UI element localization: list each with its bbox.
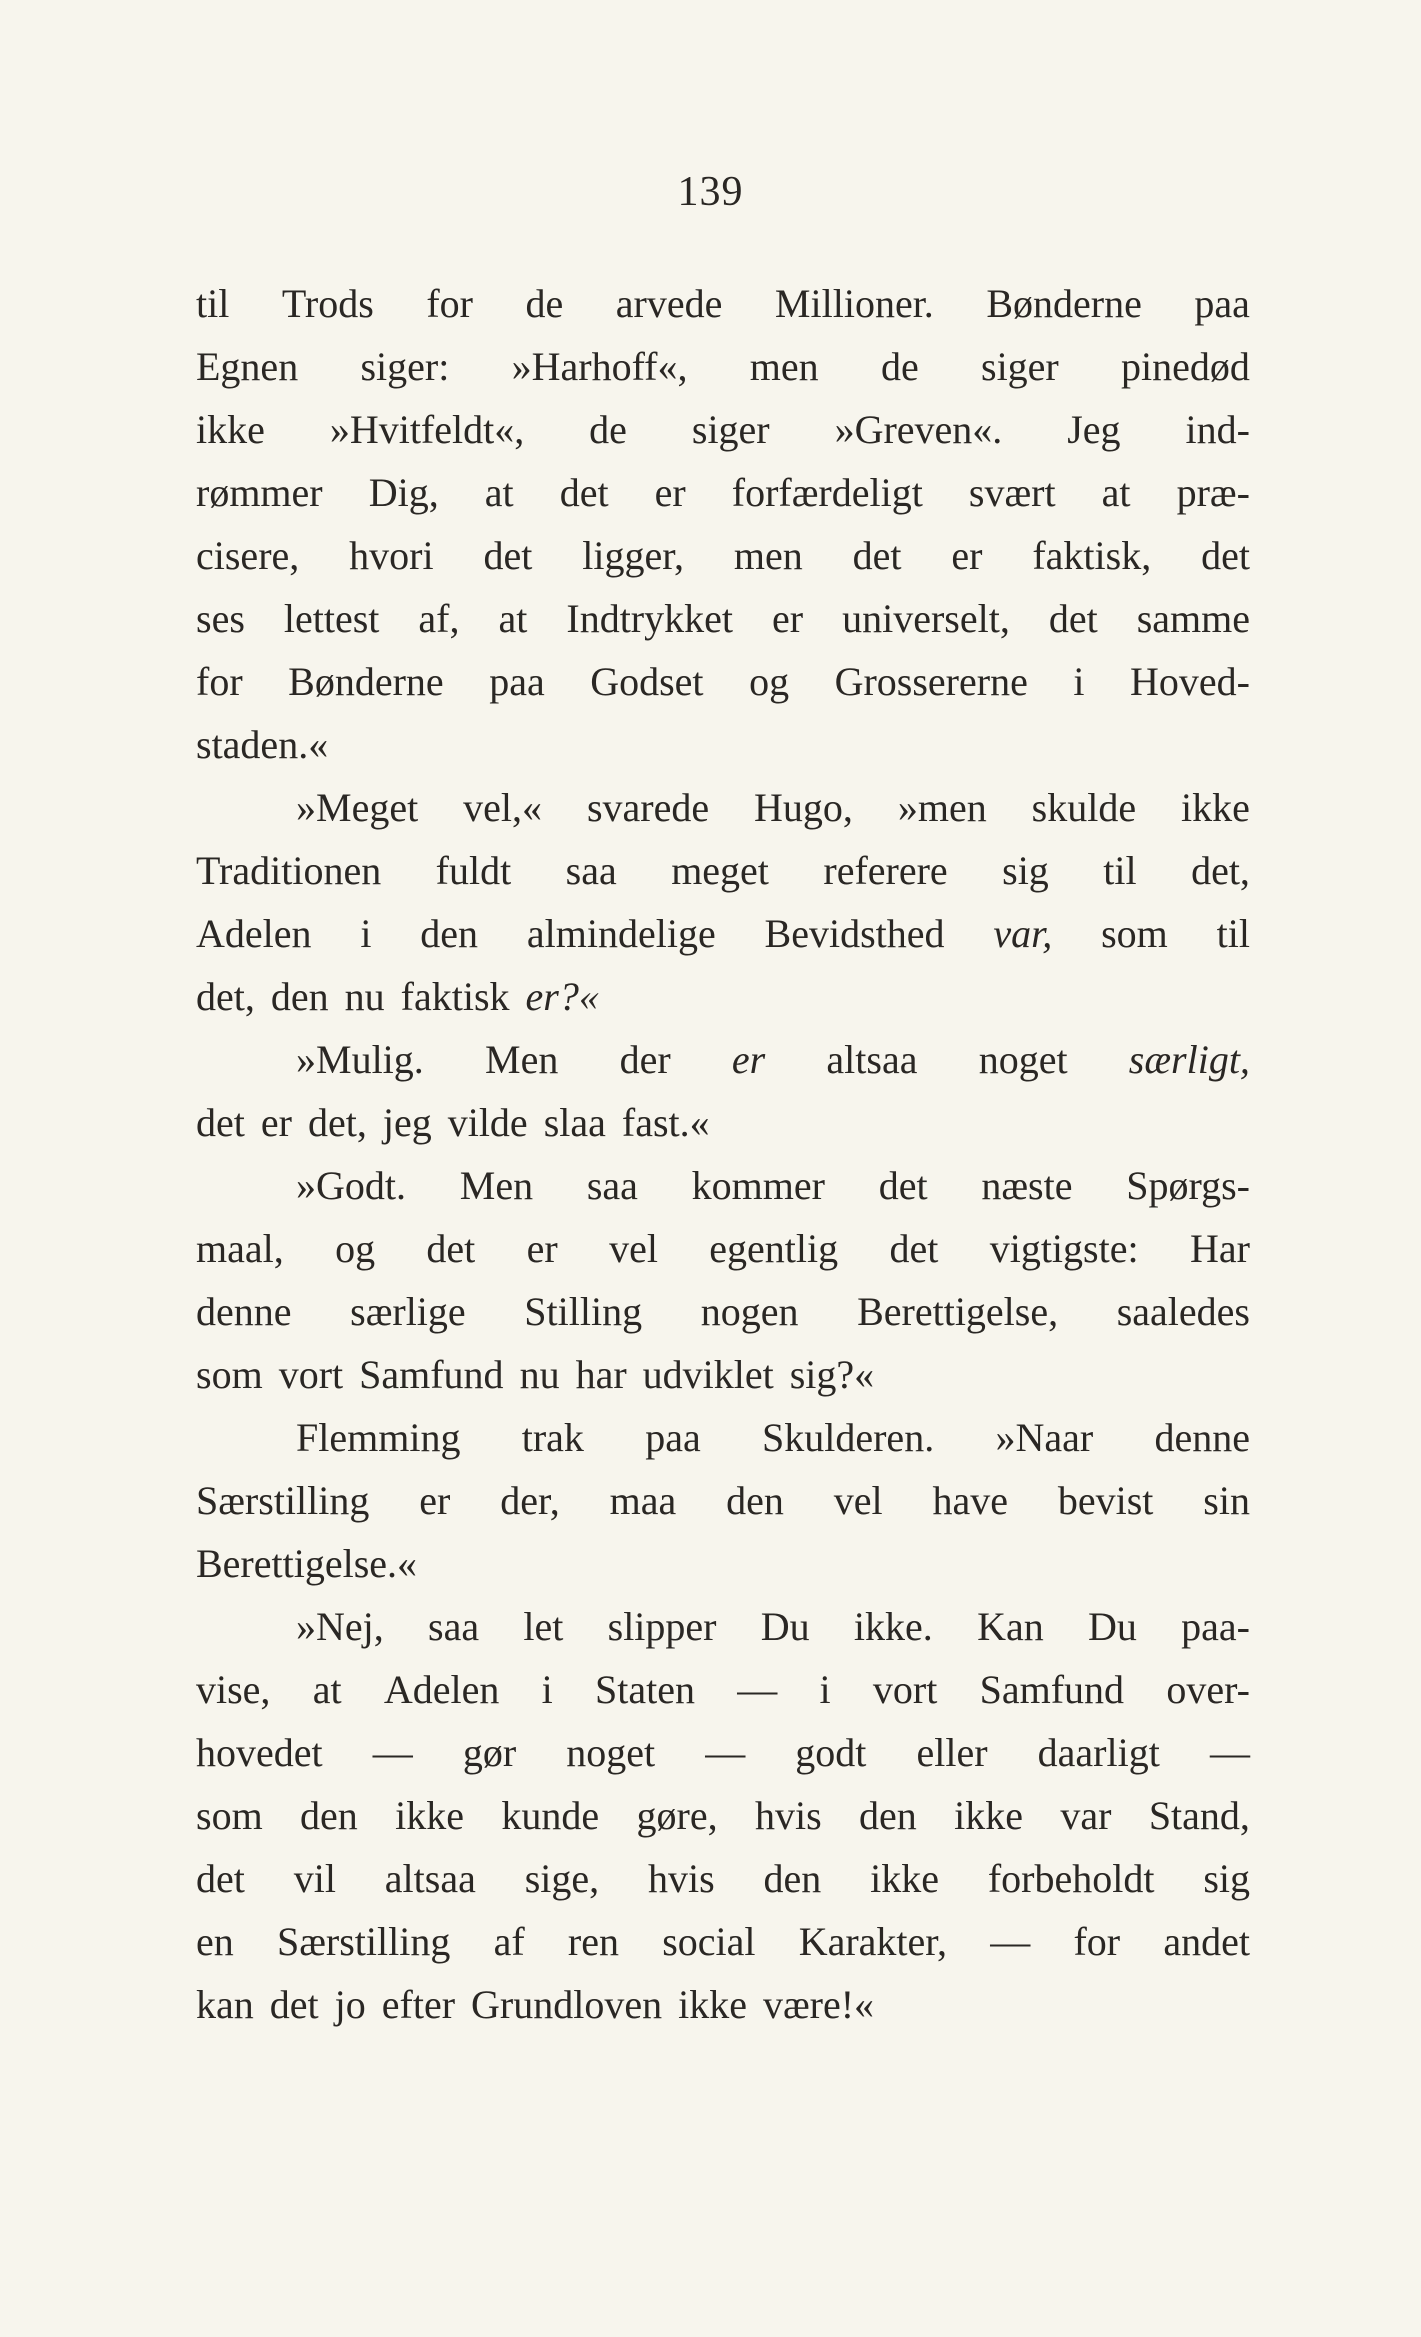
word: siger: [360,344,450,389]
word: universelt, [842,596,1010,641]
word: vort [278,1352,344,1397]
word: men [749,344,819,389]
word: det, [1191,848,1250,893]
text-line [196,1658,1250,1721]
text-line [196,398,1250,461]
word: almindelige [526,911,716,956]
word: er [731,1037,766,1082]
word: jo [334,1982,366,2027]
word: saaledes [1116,1289,1250,1334]
word: Godset [590,659,704,704]
text-line [196,1784,1250,1847]
text-line [196,524,1250,587]
word: pinedød [1121,344,1250,389]
word: de [589,407,627,452]
word: som [196,1793,263,1838]
word: kunde [501,1793,600,1838]
word: i [360,911,372,956]
word: det [852,533,902,578]
word: cisere, [196,533,300,578]
word: egentlig [709,1226,839,1271]
word: social [662,1919,756,1964]
word: Berettigelse, [857,1289,1059,1334]
word: ikke [395,1793,465,1838]
word: for [1073,1919,1121,1964]
word: Karakter, [798,1919,948,1964]
word: trak [521,1415,584,1460]
word: eller [916,1730,988,1775]
word: det [196,1856,245,1901]
word: have [932,1478,1008,1523]
word: vise, [196,1667,271,1712]
word: Hugo, [754,785,853,830]
word: Trods [281,281,374,326]
text-line [196,335,1250,398]
word: Skulderen. [762,1415,935,1460]
word: saa [586,1163,638,1208]
word: denne [196,1289,292,1334]
word: saa [565,848,617,893]
word: Du [760,1604,810,1649]
word: Stand, [1148,1793,1250,1838]
word: Har [1189,1226,1250,1271]
word: det [878,1163,928,1208]
word: ikke [678,1982,747,2027]
text-line [196,1217,1250,1280]
word: »Hvitfeldt«, [329,407,525,452]
word: over- [1166,1667,1250,1712]
word: er [419,1478,451,1523]
word: vel,« [463,785,542,830]
word: altsaa [826,1037,918,1082]
word: sin [1203,1478,1250,1523]
word: Indtrykket [566,596,733,641]
word: noget [566,1730,656,1775]
word: siger [691,407,770,452]
word: gør [462,1730,517,1775]
word: nu [519,1352,560,1397]
word: sig [1002,848,1049,893]
word: siger [981,344,1059,389]
word: Berettigelse.« [196,1541,418,1586]
word: svært [968,470,1056,515]
word: er [260,1100,292,1145]
word: næste [981,1163,1073,1208]
text-line [196,1910,1250,1973]
word: Egnen [196,344,299,389]
text-line [196,1721,1250,1784]
word: ikke. [853,1604,933,1649]
text-line [196,1028,1250,1091]
word: er [772,596,804,641]
word: »men [897,785,987,830]
word: vel [833,1478,883,1523]
word: Staten [595,1667,695,1712]
word: Bønderne [288,659,444,704]
word: skulde [1031,785,1137,830]
word: i [819,1667,831,1712]
word: hvis [647,1856,715,1901]
word: er [526,1226,558,1271]
text-line [196,1406,1250,1469]
word: den [420,911,479,956]
word: ind- [1185,407,1250,452]
word: saa [428,1604,480,1649]
word: paa [1194,281,1250,326]
word: — [1209,1730,1250,1775]
word: Stilling [524,1289,643,1334]
word: være!« [762,1982,875,2027]
word: slaa [543,1100,606,1145]
text-line [196,839,1250,902]
word: det, [196,974,255,1019]
word: jeg [382,1100,432,1145]
word: ikke [870,1856,939,1901]
word: Bønderne [986,281,1142,326]
text-line [196,902,1250,965]
word: ses [196,596,245,641]
page-number: 139 [677,169,744,215]
word: vil [293,1856,336,1901]
word: — [737,1667,778,1712]
text-line [196,1343,1250,1406]
word: Du [1087,1604,1137,1649]
word: den [859,1793,917,1838]
text-line [196,1154,1250,1217]
word: Men [485,1037,559,1082]
word: ikke [954,1793,1024,1838]
word: ikke [1181,785,1250,830]
text-line [196,1847,1250,1910]
word: svarede [586,785,710,830]
word: og [335,1226,376,1271]
word: Grossererne [834,659,1028,704]
word: til [1103,848,1137,893]
word: altsaa [384,1856,476,1901]
word: sig?« [789,1352,875,1397]
word: præ- [1176,470,1250,515]
word: det [1048,596,1098,641]
word: Spørgs- [1126,1163,1250,1208]
word: hvis [754,1793,822,1838]
word: som [1101,911,1168,956]
word: det [889,1226,939,1271]
word: til [1216,911,1250,956]
word: er?« [525,974,599,1019]
word: »Godt. [296,1163,406,1208]
word: der, [500,1478,560,1523]
word: Traditionen [196,848,382,893]
word: samme [1136,596,1250,641]
word: ikke [196,407,265,452]
word: forfærdeligt [731,470,923,515]
word: er [951,533,983,578]
word: rømmer [196,470,323,515]
word: »Mulig. [296,1037,424,1082]
word: faktisk, [1032,533,1152,578]
word: maal, [196,1226,284,1271]
word: referere [823,848,948,893]
word: Adelen [383,1667,500,1712]
word: vort [872,1667,938,1712]
word: i [541,1667,553,1712]
text-line [196,1973,1250,2036]
word: hovedet [196,1730,323,1775]
word: paa [489,659,545,704]
word: Bevidsthed [764,911,945,956]
text-line [196,1469,1250,1532]
word: det [483,533,533,578]
word: Særstilling [196,1478,370,1523]
word: efter [381,1982,456,2027]
word: vel [609,1226,658,1271]
word: som [196,1352,263,1397]
word: i [1073,659,1085,704]
word: gøre, [636,1793,718,1838]
word: de [525,281,564,326]
word: at [498,596,528,641]
word: maa [609,1478,677,1523]
word: fast.« [621,1100,710,1145]
text-line [196,1091,1250,1154]
text-line [196,713,1250,776]
text-line [196,587,1250,650]
word: lettest [283,596,380,641]
word: godt [795,1730,867,1775]
text-line [196,272,1250,335]
word: Millioner. [774,281,934,326]
word: Kan [977,1604,1044,1649]
text-line [196,1532,1250,1595]
word: »Greven«. [834,407,1003,452]
word: forbeholdt [987,1856,1155,1901]
word: ren [567,1919,619,1964]
word: meget [671,848,769,893]
word: Hoved- [1129,659,1250,704]
word: »Harhoff«, [511,344,688,389]
word: det [1201,533,1250,578]
word: den [726,1478,784,1523]
word: »Nej, [296,1604,384,1649]
word: ligger, [582,533,684,578]
word: af [493,1919,525,1964]
word: Samfund [979,1667,1125,1712]
word: var [1060,1793,1112,1838]
word: Flemming [296,1415,461,1460]
word: »Naar [995,1415,1094,1460]
word: — [705,1730,746,1775]
word: udviklet [642,1352,774,1397]
word: kommer [691,1163,825,1208]
word: særlige [350,1289,466,1334]
word: det [269,1982,319,2027]
word: er [654,470,686,515]
text-line [196,1280,1250,1343]
word: arvede [615,281,723,326]
word: — [990,1919,1031,1964]
word: daarligt [1037,1730,1160,1775]
word: var, [993,911,1053,956]
word: sige, [524,1856,600,1901]
text-line [196,1595,1250,1658]
body-text [196,272,1250,2036]
word: andet [1163,1919,1250,1964]
word: faktisk [400,974,510,1019]
word: den [763,1856,822,1901]
word: den [270,974,329,1019]
word: for [426,281,473,326]
word: sig [1203,1856,1250,1901]
word: de [880,344,919,389]
word: noget [978,1037,1068,1082]
word: det, [307,1100,367,1145]
text-line [196,461,1250,524]
word: Dig, [368,470,439,515]
word: nogen [700,1289,799,1334]
word: Jeg [1067,407,1121,452]
word: til [196,281,230,326]
word: at [484,470,514,515]
word: slipper [607,1604,717,1649]
word: af, [418,596,460,641]
word: fuldt [435,848,512,893]
word: vilde [447,1100,528,1145]
word: — [372,1730,413,1775]
word: paa- [1181,1604,1250,1649]
word: og [749,659,790,704]
word: Men [459,1163,534,1208]
word: en [196,1919,234,1964]
word: paa [645,1415,701,1460]
word: let [523,1604,564,1649]
word: bevist [1057,1478,1154,1523]
word: det [426,1226,476,1271]
word: denne [1154,1415,1250,1460]
word: særligt, [1128,1037,1250,1082]
word: staden.« [196,722,329,767]
word: »Meget [296,785,419,830]
word: hvori [349,533,434,578]
word: det [559,470,609,515]
word: har [575,1352,627,1397]
word: Særstilling [276,1919,451,1964]
word: kan [196,1982,254,2027]
word: at [312,1667,342,1712]
word: vigtigste: [989,1226,1139,1271]
word: at [1101,470,1131,515]
word: men [733,533,803,578]
word: nu [344,974,385,1019]
word: Adelen [196,911,312,956]
word: den [300,1793,358,1838]
word: Grundloven [471,1982,663,2027]
text-line [196,650,1250,713]
word: Samfund [359,1352,504,1397]
word: der [619,1037,671,1082]
text-line [196,776,1250,839]
word: det [196,1100,245,1145]
word: for [196,659,243,704]
text-line [196,965,1250,1028]
